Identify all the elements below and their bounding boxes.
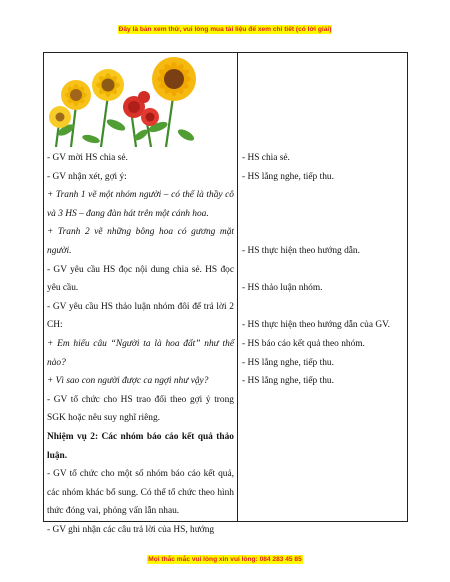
teacher-step: - GV tổ chức cho một số nhóm báo cáo kết quả, các nhóm khác bổ sung. Có thể tổ chức theo hình thức đóng vai, phỏng vấn lẫn nhau. [47,469,234,517]
teacher-hint: + Tranh 1 vẽ một nhóm người – có thể là thầy cô và 3 HS – đang đàn hát trên một cánh hoa. [47,190,234,219]
discussion-question: + Em hiểu câu “Người ta là hoa đất” như thế nào? [47,338,234,368]
student-step: - HS lắng nghe, tiếp thu. [242,357,334,368]
student-step: - HS lắng nghe, tiếp thu. [242,171,334,182]
teacher-step: - GV tổ chức cho HS trao đổi theo gợi ý trong SGK hoặc nêu suy nghĩ riêng. [47,394,234,424]
student-step: - HS lắng nghe, tiếp thu. [242,376,334,387]
student-step: - HS chia sẻ. [242,153,290,163]
student-step: - HS báo cáo kết quả theo nhóm. [242,338,365,349]
teacher-step: - GV yêu cầu HS đọc nội dung chia sẻ. HS đọc yêu cầu. [47,264,234,294]
teacher-step: - GV yêu cầu HS thảo luận nhóm đôi để trả lời 2 CH: [47,301,234,331]
discussion-question: + Vì sao con người được ca ngợi như vậy? [47,376,209,387]
teacher-step: - GV ghi nhận các câu trả lời của HS, hướng [47,524,215,535]
teacher-activities-column [47,149,234,539]
sunflower-rose-illustration [46,55,196,147]
teacher-step: - GV nhận xét, gợi ý: [47,171,127,182]
column-divider [237,53,238,521]
student-activities-column [242,149,407,391]
teacher-step: - GV mời HS chia sẻ. [47,153,128,163]
contact-banner [0,556,450,563]
student-step: - HS thực hiện theo hướng dẫn của GV. [242,320,390,331]
preview-notice-banner [0,26,450,33]
teacher-hint: + Tranh 2 vẽ những bông hoa có gương mặt người. [47,227,234,256]
preview-notice-text: Đây là bản xem thử, vui lòng mua tài liệu để xem chi tiết (có lời giải) [118,26,332,33]
lesson-table [43,52,408,535]
student-step: - HS thảo luận nhóm. [242,283,323,294]
task-heading: Nhiệm vụ 2: Các nhóm báo cáo kết quả thảo luận. [47,431,234,461]
contact-text: Mọi thắc mắc vui lòng xin vui lòng: 084 283 45 85 [148,556,302,563]
student-step: - HS thực hiện theo hướng dẫn. [242,245,360,256]
